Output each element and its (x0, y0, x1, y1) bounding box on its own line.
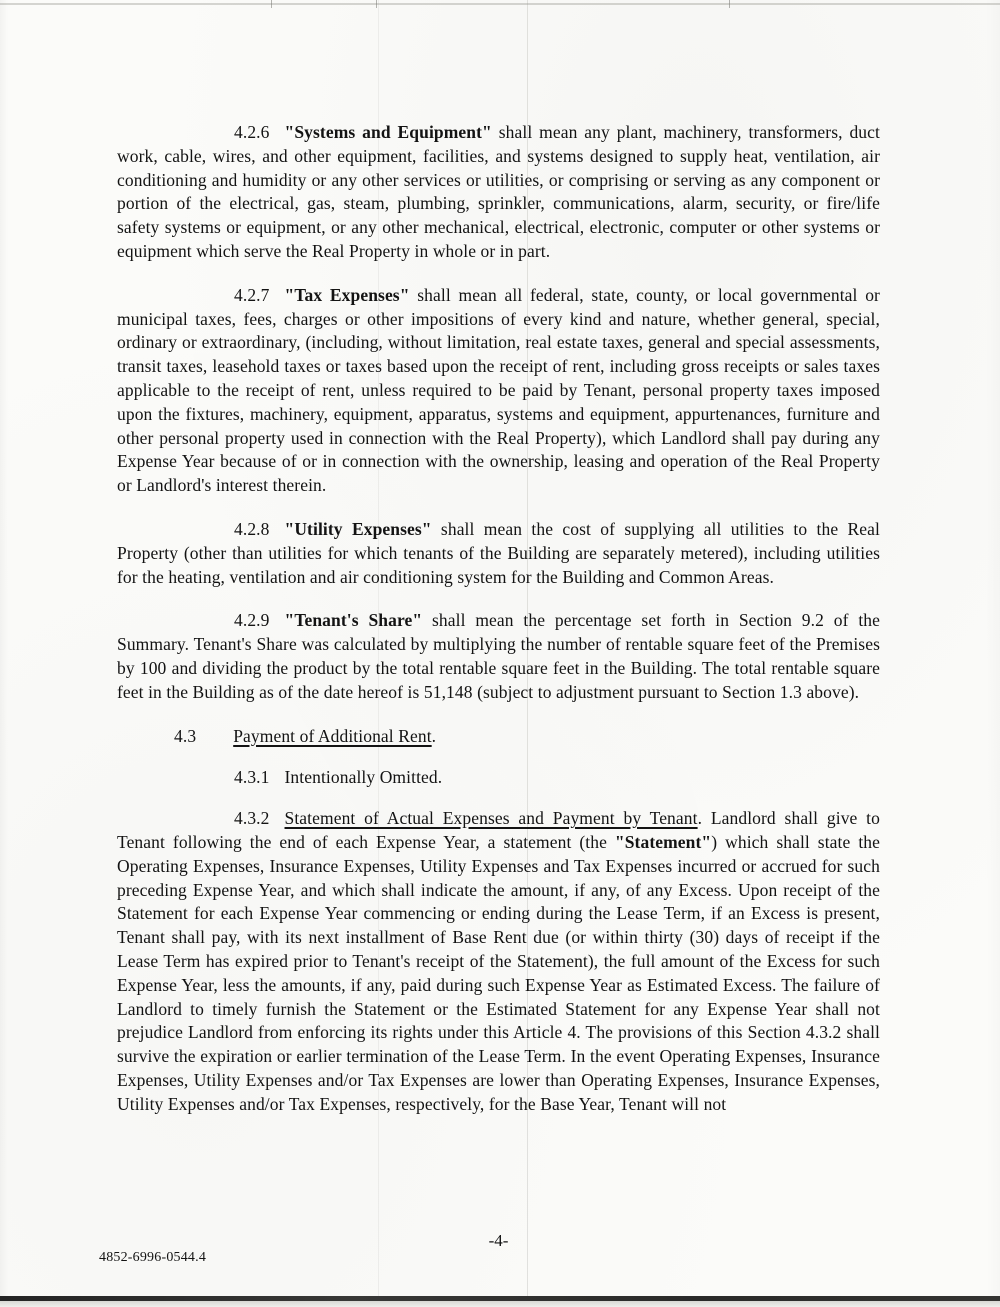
page-number: -4- (488, 1231, 509, 1250)
section-body-text: . Landlord shall give to Tenant following the end of each Expense Year, a statement (the (117, 808, 880, 852)
section-4-3-2 (117, 807, 880, 1116)
section-number: 4.2.8 (234, 518, 270, 539)
section-number: 4.3.1 (234, 767, 270, 788)
section-body-text: ) which shall state the Operating Expenses, Insurance Expenses, Utility Expenses and Tax Expenses incurred or accrued for such preceding Expense Year, and which shall indicate the amount, if any, of any Excess. Upon receipt of the Statement for each Expense Year commencing or ending during the Lease Term, if an Excess is present, Tenant shall pay, with its next installment of Base Rent due (or within thirty (30) days of receipt if the Lease Term has expired prior to Tenant's receipt of the Statement), the full amount of the Excess for such Expense Year, less the amounts, if any, paid during such Expense Year as Estimated Excess. The failure of Landlord to timely furnish the Statement or the Estimated Statement for any Expense Year shall not prejudice Landlord from enforcing its rights under this Article 4. The provisions of this Section 4.3.2 shall survive the expiration or earlier termination of the Lease Term. In the event Operating Expenses, Insurance Expenses, Utility Expenses and/or Tax Expenses are lower than Operating Expenses, Insurance Expenses, Utility Expenses and/or Tax Expenses, respectively, for the Base Year, Tenant will not (117, 831, 880, 1114)
document-control-number: 4852-6996-0544.4 (99, 1250, 207, 1265)
section-number: 4.3 (174, 725, 197, 746)
section-4-2-6 (117, 121, 880, 264)
document-content (117, 121, 880, 1136)
section-heading: "Systems and Equipment" (284, 122, 492, 142)
scan-bottom-edge-shadow (0, 1301, 1000, 1307)
heading-period: . (431, 725, 437, 746)
section-body-text: Intentionally Omitted. (284, 767, 443, 788)
section-body-text: shall mean all federal, state, county, or local governmental or municipal taxes, fees, charges or other impositions of every kind and nature, whether general, special, ordinary or extraordinary, (including, without limitation, real estate taxes, general and special assessments, transit taxes, leasehold taxes or taxes based upon the receipt of rent, including gross receipts or sales taxes applicable to the receipt of rent, unless required to be paid by Tenant, personal property taxes imposed upon the fixtures, machinery, equipment, apparatus, systems and equipment, appurtenances, furniture and other personal property used in connection with the Real Property), which Landlord shall pay during any Expense Year because of or in connection with the ownership, leasing and operation of the Real Property or Landlord's interest therein. (117, 284, 880, 496)
section-number: 4.2.7 (234, 284, 270, 305)
section-body-text: shall mean the percentage set forth in Section 9.2 of the Summary. Tenant's Share was calculated by multiplying the number of rentable square feet of the Premises by 100 and dividing the product by the total rentable square feet in the Building. The total rentable square feet in the Building as of the date hereof is 51,148 (subject to adjustment pursuant to Section 1.3 above). (117, 610, 881, 702)
section-heading-underlined: Payment of Additional Rent (233, 725, 432, 746)
section-4-3-heading (117, 725, 880, 749)
section-4-2-7 (117, 284, 880, 498)
scan-top-edge-line (0, 3, 1000, 5)
section-number: 4.2.6 (234, 122, 270, 142)
scan-edge-tick (376, 0, 377, 8)
section-body-text: shall mean the cost of supplying all utilities to the Real Property (other than utilities for which tenants of the Building are separately metered), including utilities for the heating, ventilation and air conditioning system for the Building and Common Areas. (117, 518, 880, 587)
section-heading: "Tax Expenses" (284, 284, 410, 305)
section-heading: "Utility Expenses" (284, 518, 432, 539)
section-4-2-9 (117, 609, 880, 704)
section-4-2-8 (117, 518, 880, 589)
section-number: 4.2.9 (234, 610, 270, 631)
section-body-text: shall mean any plant, machinery, transformers, duct work, cable, wires, and other equipment, facilities, and systems designed to supply heat, ventilation, air conditioning and humidity or any other services or utilities, or comprising or serving as any component or portion of the electrical, gas, steam, plumbing, sprinkler, communications, alarm, security, or fire/life safety systems or equipment, or any other mechanical, electrical, electronic, computer or other systems or equipment which serve the Real Property in whole or in part. (117, 122, 880, 261)
section-heading: "Tenant's Share" (284, 610, 423, 631)
scan-edge-tick (271, 0, 272, 8)
section-heading-underlined: Statement of Actual Expenses and Payment by Tenant (284, 808, 698, 829)
defined-term-statement: "Statement" (614, 831, 712, 852)
scan-edge-tick (729, 0, 730, 8)
section-4-3-1 (117, 766, 880, 790)
section-number: 4.3.2 (234, 808, 270, 829)
